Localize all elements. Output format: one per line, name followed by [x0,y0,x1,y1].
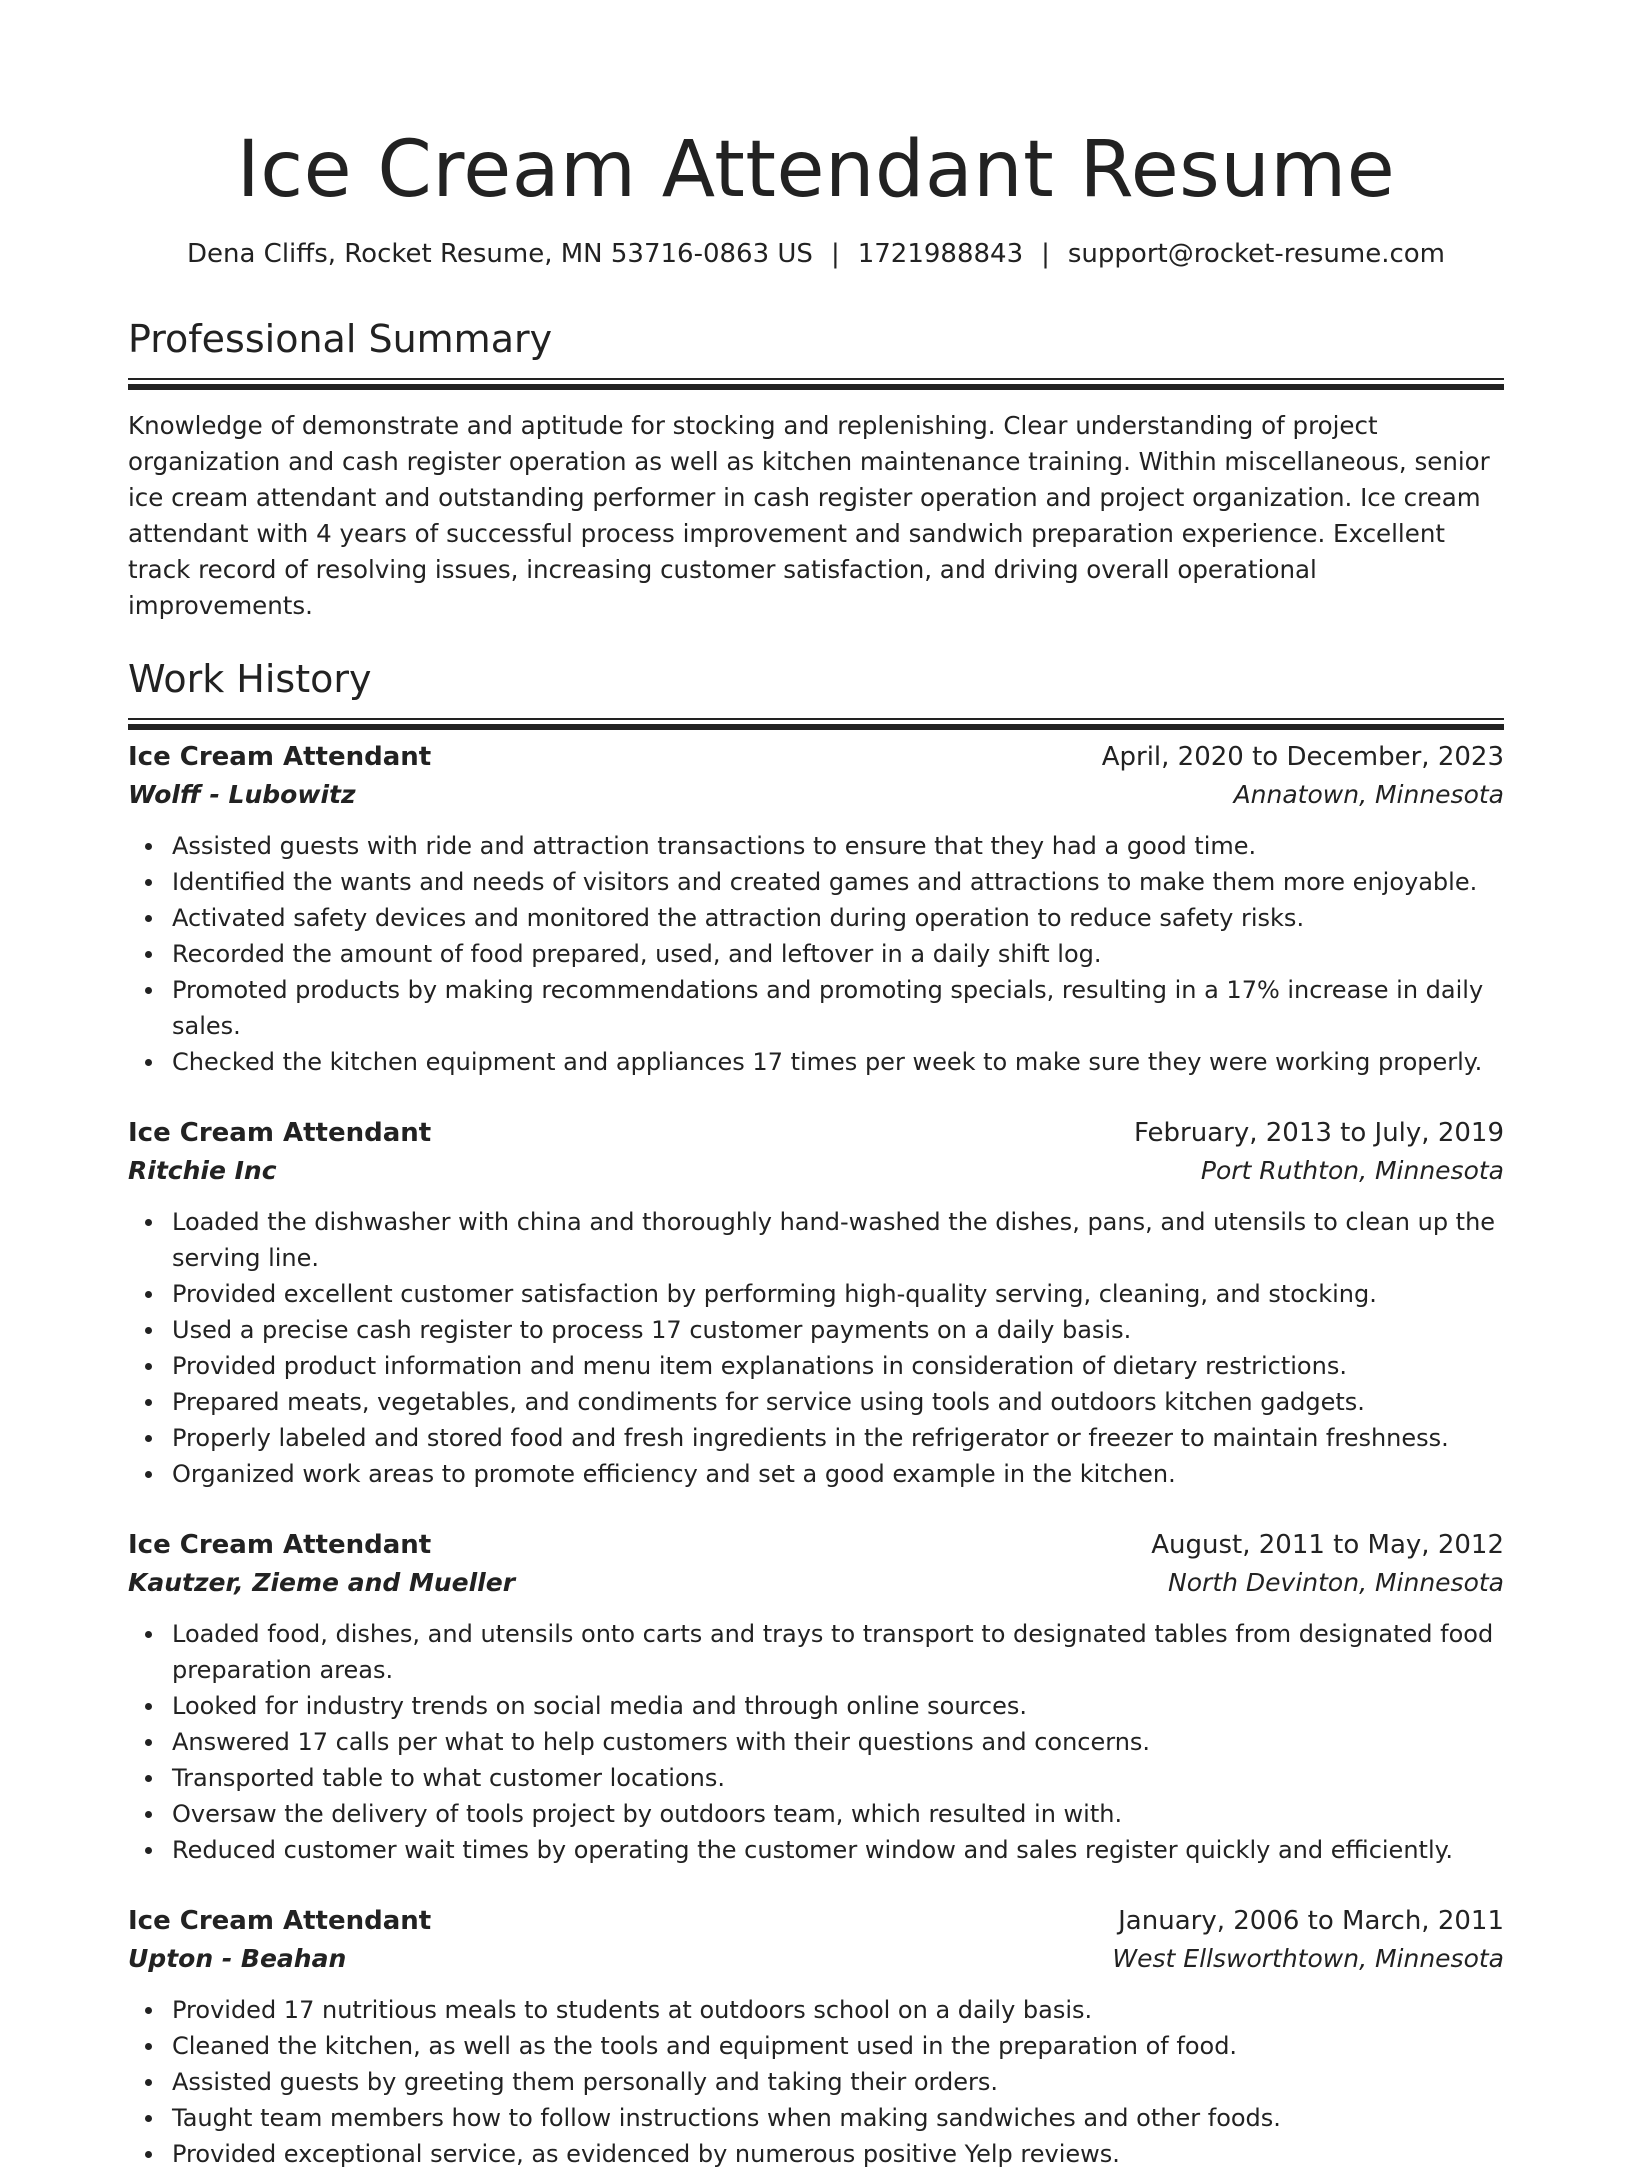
list-item: Loaded the dishwasher with china and thoroughly hand-washed the dishes, pans, and utensils to clean up the serving line. [172,1204,1504,1276]
job-entry [128,1526,1504,1868]
list-item: Checked the kitchen equipment and appliances 17 times per week to make sure they were working properly. [172,1044,1504,1080]
list-item: Identified the wants and needs of visitors and created games and attractions to make them more enjoyable. [172,864,1504,900]
list-item: Recorded the amount of food prepared, used, and leftover in a daily shift log. [172,936,1504,972]
contact-phone: 1721988843 [857,239,1024,269]
job-duties-list [128,1204,1504,1492]
contact-separator: | [830,239,840,269]
professional-summary-section [128,316,1504,624]
contact-line [128,238,1504,270]
job-entry [128,1114,1504,1492]
section-divider [128,378,1504,380]
job-subheader-row [128,776,1504,814]
job-title: Ice Cream Attendant [128,1906,432,1936]
job-location: Port Ruthton, Minnesota [1200,1156,1504,1185]
job-company: Ritchie Inc [128,1156,277,1185]
job-location: Annatown, Minnesota [1233,780,1504,809]
section-heading-summary: Professional Summary [128,317,553,361]
job-duties-list [128,1992,1504,2172]
list-item: Oversaw the delivery of tools project by outdoors team, which resulted in with. [172,1796,1504,1832]
job-entry [128,738,1504,1080]
job-header-row [128,738,1504,776]
contact-separator: | [1041,239,1050,269]
job-subheader-row [128,1940,1504,1978]
list-item: Assisted guests with ride and attraction transactions to ensure that they had a good time. [172,828,1504,864]
job-location: West Ellsworthtown, Minnesota [1112,1944,1504,1973]
job-subheader-row [128,1152,1504,1190]
list-item: Organized work areas to promote efficiency and set a good example in the kitchen. [172,1456,1504,1492]
job-duties-list [128,828,1504,1080]
section-divider [128,718,1504,720]
job-company: Kautzer, Zieme and Mueller [128,1568,516,1597]
list-item: Reduced customer wait times by operating the customer window and sales register quickly and efficiently. [172,1832,1504,1868]
list-item: Activated safety devices and monitored the attraction during operation to reduce safety risks. [172,900,1504,936]
list-item: Prepared meats, vegetables, and condiments for service using tools and outdoors kitchen gadgets. [172,1384,1504,1420]
contact-address: Dena Cliffs, Rocket Resume, MN 53716-0863 US [186,239,813,269]
list-item: Provided exceptional service, as evidenced by numerous positive Yelp reviews. [172,2136,1504,2172]
job-dates: February, 2013 to July, 2019 [1134,1118,1504,1148]
list-item: Used a precise cash register to process 17 customer payments on a daily basis. [172,1312,1504,1348]
list-item: Properly labeled and stored food and fresh ingredients in the refrigerator or freezer to maintain freshness. [172,1420,1504,1456]
list-item: Taught team members how to follow instructions when making sandwiches and other foods. [172,2100,1504,2136]
work-history-section [128,656,1504,2172]
job-dates: April, 2020 to December, 2023 [1101,742,1504,772]
job-company: Upton - Beahan [128,1944,347,1973]
summary-paragraph: Knowledge of demonstrate and aptitude for stocking and replenishing. Clear understanding of project organization and cash register operation as well as kitchen maintenance training. Within miscellaneous, senior ice cream attendant and outstanding performer in cash register operation and project organization. Ice cream attendant with 4 years of successful process improvement and sandwich preparation experience. Excellent track record of resolving issues, increasing customer satisfaction, and driving overall operational improvements. [128,411,1490,620]
job-title: Ice Cream Attendant [128,1118,432,1148]
list-item: Looked for industry trends on social media and through online sources. [172,1688,1504,1724]
job-entry [128,1902,1504,2172]
list-item: Loaded food, dishes, and utensils onto carts and trays to transport to designated tables from designated food preparation areas. [172,1616,1504,1688]
job-header-row [128,1902,1504,1940]
list-item: Provided excellent customer satisfaction by performing high-quality serving, cleaning, and stocking. [172,1276,1504,1312]
list-item: Provided 17 nutritious meals to students at outdoors school on a daily basis. [172,1992,1504,2028]
list-item: Answered 17 calls per what to help customers with their questions and concerns. [172,1724,1504,1760]
job-company: Wolff - Lubowitz [128,780,356,809]
list-item: Cleaned the kitchen, as well as the tools and equipment used in the preparation of food. [172,2028,1504,2064]
contact-email: support@rocket-resume.com [1067,239,1445,269]
job-title: Ice Cream Attendant [128,1530,432,1560]
job-header-row [128,1526,1504,1564]
document-title: Ice Cream Attendant Resume [236,125,1396,215]
job-subheader-row [128,1564,1504,1602]
job-dates: August, 2011 to May, 2012 [1151,1530,1504,1560]
list-item: Assisted guests by greeting them personally and taking their orders. [172,2064,1504,2100]
job-header-row [128,1114,1504,1152]
list-item: Promoted products by making recommendations and promoting specials, resulting in a 17% increase in daily sales. [172,972,1504,1044]
job-title: Ice Cream Attendant [128,742,432,772]
list-item: Provided product information and menu item explanations in consideration of dietary restrictions. [172,1348,1504,1384]
job-dates: January, 2006 to March, 2011 [1118,1906,1504,1936]
list-item: Transported table to what customer locations. [172,1760,1504,1796]
job-duties-list [128,1616,1504,1868]
job-location: North Devinton, Minnesota [1168,1568,1504,1597]
resume-page [128,0,1504,2172]
section-heading-work-history: Work History [128,657,372,701]
